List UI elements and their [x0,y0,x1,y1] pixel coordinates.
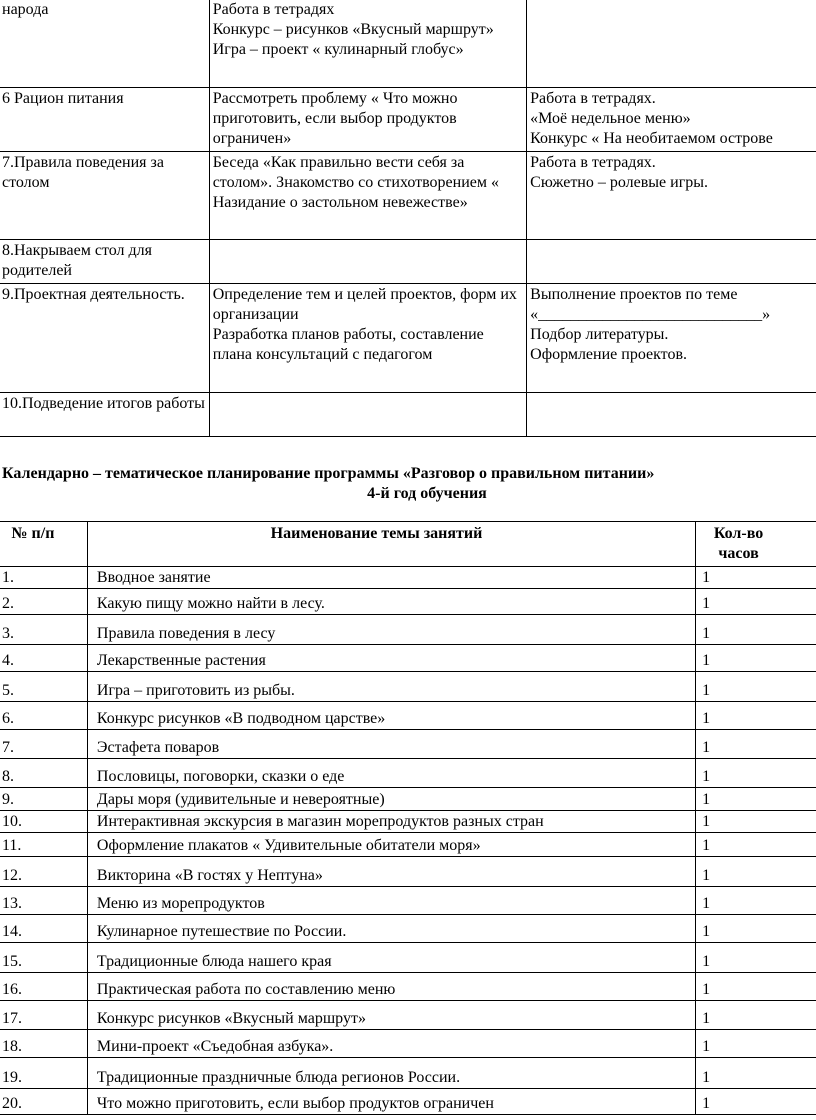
row-number-cell: 19. [0,1058,87,1089]
table-row [0,1001,816,1030]
table-row [0,887,816,915]
hours-cell: 1 [696,973,816,1001]
row-number-cell: 3. [0,615,87,645]
row-number-cell: 10. [0,811,87,833]
topic-name-cell: Практическая работа по составлению меню [87,973,695,1001]
header-hours: Кол-во часов [696,522,816,567]
practice-cell [527,240,816,284]
hours-cell: 1 [696,567,816,589]
practice-cell: Работа в тетрадях. «Моё недельное меню» Конкурс « На необитаемом острове [527,88,816,152]
row-number-cell: 18. [0,1030,87,1058]
row-number-cell: 2. [0,589,87,615]
topic-name-cell: Игра – приготовить из рыбы. [87,672,695,702]
table-row [0,702,816,730]
table-row [0,1058,816,1089]
topic-name-cell: Какую пищу можно найти в лесу. [87,589,695,615]
table-row [0,672,816,702]
hours-cell: 1 [696,730,816,759]
table-row [0,857,816,887]
table-row [0,615,816,645]
topic-name-cell: Лекарственные растения [87,645,695,672]
row-number-cell: 15. [0,943,87,973]
table-row [0,567,816,589]
topic-name-cell: Викторина «В гостях у Нептуна» [87,857,695,887]
theory-cell: Определение тем и целей проектов, форм их организации Разработка планов работы, составление плана консультаций с педагогом [209,284,526,393]
table-row [0,152,816,240]
row-number-cell: 12. [0,857,87,887]
hours-cell: 1 [696,759,816,788]
table-row [0,943,816,973]
program-table-continued [0,0,816,437]
topic-name-cell: Пословицы, поговорки, сказки о еде [87,759,695,788]
practice-cell: Выполнение проектов по теме «____________________________» Подбор литературы. Оформление проектов. [527,284,816,393]
table-row [0,1030,816,1058]
theory-cell [209,393,526,437]
hours-cell: 1 [696,702,816,730]
thematic-plan-table [0,521,816,1115]
topic-name-cell: Интерактивная экскурсия в магазин морепродуктов разных стран [87,811,695,833]
table-row [0,915,816,943]
row-number-cell: 7. [0,730,87,759]
topic-name-cell: Конкурс рисунков «В подводном царстве» [87,702,695,730]
topic-name-cell: Эстафета поваров [87,730,695,759]
hours-cell: 1 [696,833,816,857]
heading-year: 4-й год обучения [367,485,487,502]
row-number-cell: 20. [0,1089,87,1115]
topic-name-cell: Оформление плакатов « Удивительные обитатели моря» [87,833,695,857]
table-row [0,0,816,88]
topic-cell: 10.Подведение итогов работы [0,393,209,437]
row-number-cell: 11. [0,833,87,857]
topic-name-cell: Правила поведения в лесу [87,615,695,645]
theory-cell: Рассмотреть проблему « Что можно приготовить, если выбор продуктов ограничен» [209,88,526,152]
row-number-cell: 14. [0,915,87,943]
hours-cell: 1 [696,943,816,973]
table-row [0,1089,816,1115]
table-row [0,589,816,615]
hours-cell: 1 [696,1030,816,1058]
table-row [0,973,816,1001]
topic-cell: 9.Проектная деятельность. [0,284,209,393]
theory-cell [209,240,526,284]
hours-cell: 1 [696,811,816,833]
hours-cell: 1 [696,788,816,811]
table-row [0,240,816,284]
hours-cell: 1 [696,615,816,645]
section-heading [0,464,816,504]
header-num: № п/п [0,522,87,567]
table-row [0,811,816,833]
table-row [0,88,816,152]
hours-cell: 1 [696,1089,816,1115]
table-row [0,833,816,857]
topic-cell: 8.Накрываем стол для родителей [0,240,209,284]
row-number-cell: 9. [0,788,87,811]
topic-cell: 7.Правила поведения за столом [0,152,209,240]
hours-cell: 1 [696,887,816,915]
theory-cell: Беседа «Как правильно вести себя за столом». Знакомство со стихотворением « Назидание о застольном невежестве» [209,152,526,240]
table-row [0,393,816,437]
row-number-cell: 5. [0,672,87,702]
hours-cell: 1 [696,857,816,887]
table-row [0,759,816,788]
header-topic-name: Наименование темы занятий [87,522,695,567]
hours-cell: 1 [696,589,816,615]
table-row [0,645,816,672]
practice-cell: Работа в тетрадях. Сюжетно – ролевые игры. [527,152,816,240]
topic-name-cell: Традиционные праздничные блюда регионов России. [87,1058,695,1089]
hours-cell: 1 [696,645,816,672]
hours-cell: 1 [696,915,816,943]
topic-cell: народа [0,0,209,88]
heading-title: Календарно – тематическое планирование программы «Разговор о правильном питании» [2,465,655,482]
topic-name-cell: Конкурс рисунков «Вкусный маршрут» [87,1001,695,1030]
topic-name-cell: Мини-проект «Съедобная азбука». [87,1030,695,1058]
table-row [0,730,816,759]
practice-cell [527,393,816,437]
topic-name-cell: Меню из морепродуктов [87,887,695,915]
theory-cell: Работа в тетрадях Конкурс – рисунков «Вкусный маршрут» Игра – проект « кулинарный глобус» [209,0,526,88]
topic-name-cell: Что можно приготовить, если выбор продуктов ограничен [87,1089,695,1115]
row-number-cell: 17. [0,1001,87,1030]
topic-cell: 6 Рацион питания [0,88,209,152]
hours-cell: 1 [696,672,816,702]
row-number-cell: 6. [0,702,87,730]
topic-name-cell: Дары моря (удивительные и невероятные) [87,788,695,811]
row-number-cell: 16. [0,973,87,1001]
row-number-cell: 13. [0,887,87,915]
header-row [0,522,816,567]
table-row [0,284,816,393]
row-number-cell: 8. [0,759,87,788]
topic-name-cell: Кулинарное путешествие по России. [87,915,695,943]
practice-cell [527,0,816,88]
topic-name-cell: Вводное занятие [87,567,695,589]
topic-name-cell: Традиционные блюда нашего края [87,943,695,973]
hours-cell: 1 [696,1001,816,1030]
row-number-cell: 4. [0,645,87,672]
table-row [0,788,816,811]
hours-cell: 1 [696,1058,816,1089]
row-number-cell: 1. [0,567,87,589]
